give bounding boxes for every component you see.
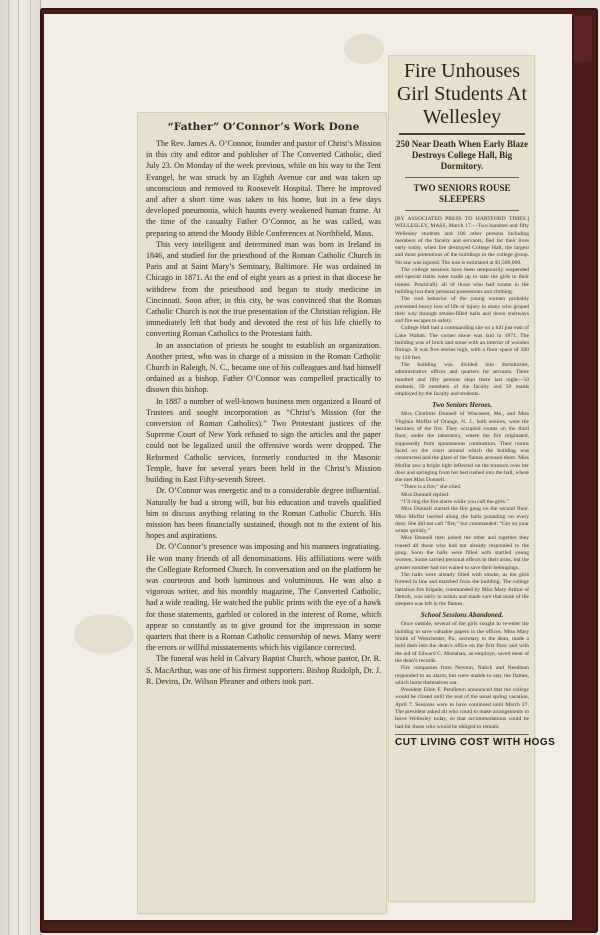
- fire-section-head: TWO SENIORS ROUSE SLEEPERS: [413, 183, 511, 204]
- heroes-paragraph-1: Miss Charlotte Donnell of Wiscasset, Me., and Miss Virginia Moffat of Orange, N. J., both seniors, were the heroines of the fire. They occupied rooms on the third floor, under the laboratory, where the fire originated, supposedly from spontaneous combustion. Their rooms faced on the court around which the building was constructed and the glare of the flames aroused them. Miss Moffat saw a bright light reflected on the transom over her door and springing from her bed rushed into the hall, where she met Miss Donnell.: [395, 411, 529, 484]
- fire-paragraph-3: The cool behavior of the young women probably prevented heavy loss of life or injury to many who groped their way through smoke-filled halls and down stairways and fire escapes to safety.: [395, 296, 529, 325]
- fire-headline: Fire Unhouses Girl Students At Wellesley: [396, 60, 527, 128]
- heroes-paragraph-7: The halls were already filled with smoke, as the girls formed in line and marched from the building. The college battalion fire brigade, commanded by Miss Mary Arthur of Detroit, was early in action and made sure that none of the sleepers was left in the flames.: [395, 571, 529, 608]
- obituary-title: “Father” O’Connor’s Work Done: [167, 121, 360, 133]
- headline-rule: [399, 133, 525, 135]
- fire-news-clipping: [389, 56, 556, 901]
- heroes-paragraph-5: Miss Donnell started the fire gong on the second floor. Miss Moffat hurried along the halls pounding on every door. She did not call “fire,” but commanded: “Get on your wraps quickly.”: [395, 506, 529, 535]
- subhead-rule: [405, 177, 519, 178]
- school-paragraph-2: Fire companies from Newton, Natick and Needham responded to an alarm, but were unable to stay the flames, which burnt themselves out.: [395, 665, 529, 686]
- obituary-paragraph-3: In an association of priests he sought to establish an organization. Another priest, who was in charge of a mission in the Roman Catholic Church in Raleigh, N. C., became one of his colleagues and had himself ordained as a bishop. Father O’Connor was compelled practically to disown this bishop.: [146, 340, 381, 395]
- fire-paragraph-5: The building was divided into dormitories, administrative offices and quarters for servants. Three hundred and fifty persons slept there last night—50 students, 50 members of the faculty and 50 maids employed by the faculty and students.: [395, 361, 529, 398]
- heroes-paragraph-2: “There is a fire,” she cried.: [401, 484, 462, 491]
- school-paragraph-1: Once outside, several of the girls sought to re-enter the building to save valuable papers in the offices. Miss Mary Smith of Westchester, Pa., secretary to the dean, made a bold dash into the dean’s office on the first floor and with the aid of Edward C. Monahan, an employe, saved most of the dean’s records.: [395, 621, 529, 664]
- heroes-paragraph-6: Miss Donnell then joined the other and together they roused all those who had not already responded to the gong. Soon the halls were filled with startled young women. Some carried personal effects in their arms, but the greater number had not waited to save their belongings.: [395, 535, 529, 571]
- obituary-paragraph-4: In 1887 a number of well-known business men organized a Board of Trustees and sought incorporation as “Christ’s Mission (for the conversion of Roman Catholics).” Two Protestant justices of the Supreme Court of New York refused to sign the articles and the paper could not be legalized until the offensive words were dropped. The Reformed Catholic services, formerly conducted in the Masonic Temple, have for several years been held in the Christ’s Mission building in East Fifty-seventh Street.: [146, 396, 381, 485]
- album-corner-tab: [574, 16, 592, 62]
- school-subheading: School Sessions Abandoned.: [420, 611, 504, 620]
- next-article-banner: CUT LIVING COST WITH HOGS: [395, 734, 529, 748]
- scrapbook-spine: [0, 0, 41, 935]
- heroes-paragraph-4: “I’ll ring the fire alarm while you call the girls.”: [401, 498, 509, 505]
- fire-paragraph-2: The college sessions have been temporarily suspended and special trains were made up to take the girls to their homes. Practically all of those who had rooms in the building lost their personal possessions and clothing.: [395, 267, 529, 295]
- fire-paragraph-1: [BY ASSOCIATED PRESS TO HARTFORD TIMES.] WELLESLEY, MASS, March 17.—Two hundred and fifty Wellesley students and 100 other persons including members of the faculty and servants, fled for their lives early today, when fire destroyed College Hall, the largest and most pretentious of the buildings in the college group. No one was injured. The loss is estimated at $1,500,000.: [395, 216, 529, 266]
- heroes-subheading: Two Seniors Heroes.: [432, 401, 492, 410]
- obituary-paragraph-5: Dr. O’Connor was energetic and to a considerable degree influential. Naturally he had a strong will, but his education and travels qualified him to discuss anything relating to the Roman Catholic Church. His mission has been financially sustained, though not to the extent of his hopes and aspirations.: [146, 486, 381, 541]
- heroes-paragraph-3: Miss Donnell replied:: [401, 491, 450, 498]
- obituary-paragraph-1: The Rev. James A. O’Connor, founder and pastor of Christ’s Mission in this city and editor and publisher of The Converted Catholic, died July 23. On Monday of the week previous, while on his way to the Tent Evangel, he was struck by an Eighth Avenue car and was taken up unconscious and removed to Roosevelt Hospital. There he improved and after a short time was taken to his home, but in a few days developed pneumonia, which haunts every weakened human frame. At the time of the casualty Father O’Connor, as he was called, was preparing to attend the Moody Bible Conferences at Northfield, Mass.: [146, 139, 381, 238]
- obituary-paragraph-6: Dr. O’Connor’s presence was imposing and his manners ingratiating. He won many friends of all denominations. His affiliations were with the Collegiate Reformed Church. In conversation and on the platform he was courteous and both luminous and voluminous. He was also a vigorous writer, and his monthly magazine, The Converted Catholic, had a wide reading. He watched the public prints with the eye of a hawk for those statements, garbled or colored in the interest of Rome, which appear so constantly as to give ground for the impression in some quarters that there is a Roman Catholic censorship of news. Many were the errors or willful misstatements which his vigilance corrected.: [146, 542, 381, 653]
- obituary-paragraph-7: The funeral was held in Calvary Baptist Church, whose pastor, Dr. R. S. MacArthur, was one of his firmest supporters. Bishop Rudolph, Dr. J. R. Devins, Dr. Wilson Phraner and others took part.: [146, 654, 381, 686]
- obituary-paragraph-2: This very intelligent and determined man was born in Ireland in 1846, and studied for the priesthood of the Roman Catholic Church in Paris and at Saint Mary’s Seminary, Baltimore. He was ordained in Chicago in 1871. At the end of eight years as a priest in that diocese he withdrew from the priesthood and began to study medicine in Cincinnati. Soon after, in this city, he was convinced that the Roman Catholic Church is not the true presentation of the Christian religion. He immediately left that body and devoted the rest of his life chiefly to converting Roman Catholics to the Protestant faith.: [146, 239, 381, 339]
- obituary-clipping: [138, 113, 386, 913]
- fire-paragraph-4: College Hall had a commanding site on a hill just east of Lake Waban. The corner stone was laid in 1871. The building was of brick and stone with an interior of wooden fittings. It was five stories high, with a floor space of 500 by 120 feet.: [395, 325, 529, 361]
- section-rule: [405, 210, 519, 211]
- fire-subhead: 250 Near Death When Early Blaze Destroys College Hall, Big Dormitory.: [396, 139, 528, 171]
- school-paragraph-3: President Ellen F. Pendleton announced that the college would be closed until the end of the usual spring vacation, April 7. Sessions were to have continued until March 27. The president asked all who could to make arrangements to leave Wellesley today, so that accommodations could be had for those who would be obliged to remain.: [395, 687, 529, 730]
